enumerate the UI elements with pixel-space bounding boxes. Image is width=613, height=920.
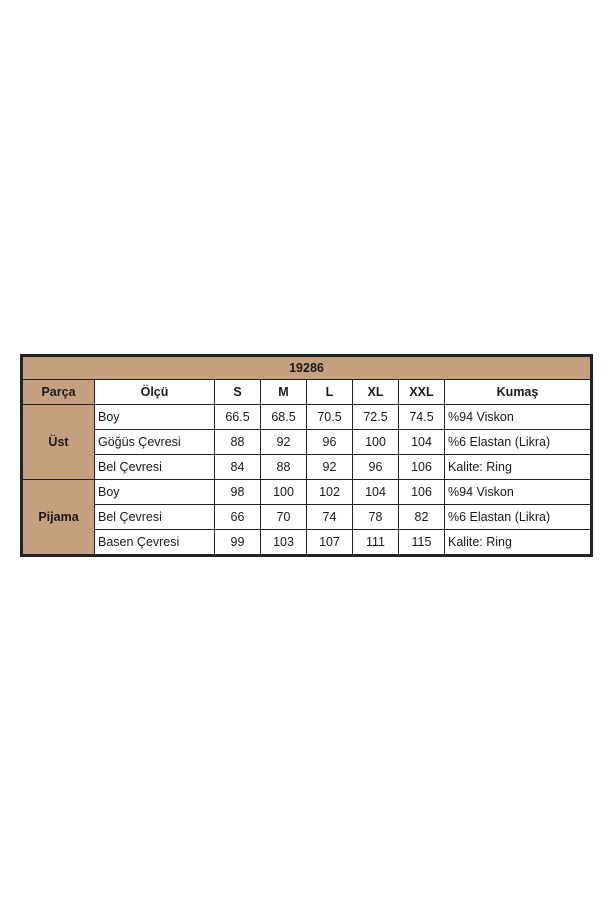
size-table (22, 356, 591, 555)
table-row (23, 455, 591, 480)
fabric-line: Kalite: Ring (445, 530, 591, 555)
fabric-line: %94 Viskon (445, 480, 591, 505)
cell-value: 74 (307, 505, 353, 530)
table-row (23, 480, 591, 505)
cell-value: 92 (307, 455, 353, 480)
cell-value: 104 (399, 430, 445, 455)
cell-value: 96 (353, 455, 399, 480)
table-row (23, 530, 591, 555)
header-size-l: L (307, 380, 353, 405)
cell-value: 66.5 (215, 405, 261, 430)
row-label: Göğüs Çevresi (95, 430, 215, 455)
fabric-line: %6 Elastan (Likra) (445, 505, 591, 530)
header-size-xl: XL (353, 380, 399, 405)
cell-value: 98 (215, 480, 261, 505)
table-row (23, 505, 591, 530)
cell-value: 96 (307, 430, 353, 455)
row-label: Boy (95, 405, 215, 430)
row-label: Basen Çevresi (95, 530, 215, 555)
title-row (23, 357, 591, 380)
cell-value: 111 (353, 530, 399, 555)
table-row (23, 430, 591, 455)
header-size-m: M (261, 380, 307, 405)
table-row (23, 405, 591, 430)
group-label-ust: Üst (23, 405, 95, 480)
cell-value: 102 (307, 480, 353, 505)
fabric-line: Kalite: Ring (445, 455, 591, 480)
cell-value: 68.5 (261, 405, 307, 430)
group-label-pijama: Pijama (23, 480, 95, 555)
cell-value: 107 (307, 530, 353, 555)
cell-value: 72.5 (353, 405, 399, 430)
cell-value: 88 (215, 430, 261, 455)
cell-value: 70.5 (307, 405, 353, 430)
row-label: Bel Çevresi (95, 505, 215, 530)
header-part: Parça (23, 380, 95, 405)
cell-value: 78 (353, 505, 399, 530)
cell-value: 70 (261, 505, 307, 530)
cell-value: 99 (215, 530, 261, 555)
header-row (23, 380, 591, 405)
fabric-line: %6 Elastan (Likra) (445, 430, 591, 455)
cell-value: 88 (261, 455, 307, 480)
header-measure: Ölçü (95, 380, 215, 405)
size-chart (20, 354, 593, 557)
cell-value: 106 (399, 455, 445, 480)
cell-value: 82 (399, 505, 445, 530)
header-size-s: S (215, 380, 261, 405)
cell-value: 103 (261, 530, 307, 555)
cell-value: 100 (261, 480, 307, 505)
cell-value: 104 (353, 480, 399, 505)
cell-value: 92 (261, 430, 307, 455)
product-code: 19286 (23, 357, 591, 380)
row-label: Bel Çevresi (95, 455, 215, 480)
cell-value: 74.5 (399, 405, 445, 430)
cell-value: 106 (399, 480, 445, 505)
row-label: Boy (95, 480, 215, 505)
header-size-xxl: XXL (399, 380, 445, 405)
header-fabric: Kumaş (445, 380, 591, 405)
cell-value: 115 (399, 530, 445, 555)
fabric-line: %94 Viskon (445, 405, 591, 430)
cell-value: 66 (215, 505, 261, 530)
cell-value: 84 (215, 455, 261, 480)
cell-value: 100 (353, 430, 399, 455)
